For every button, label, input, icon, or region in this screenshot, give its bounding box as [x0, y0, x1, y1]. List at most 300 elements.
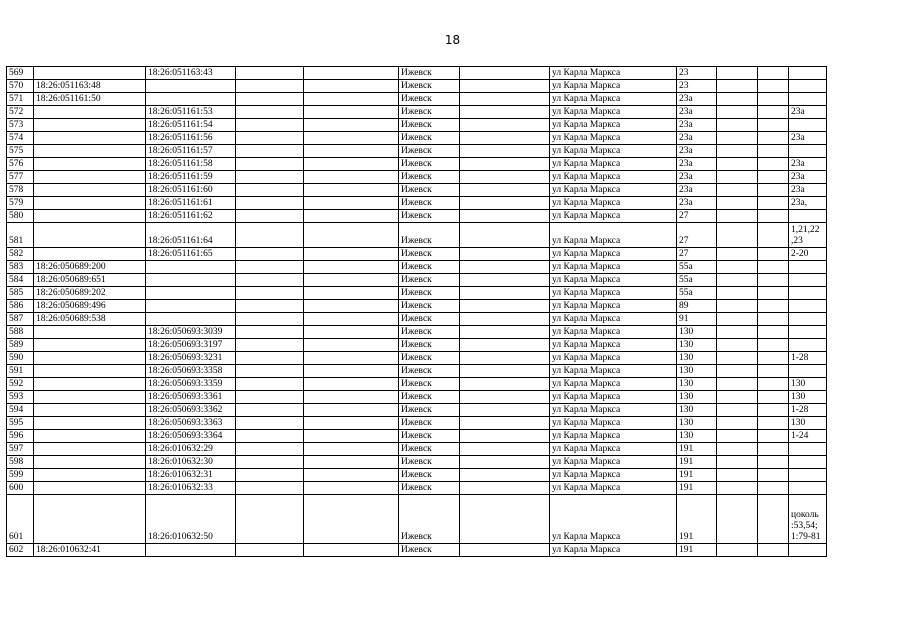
cell-col7-cell [460, 430, 550, 443]
house-number-cell: 89 [677, 300, 717, 313]
cell-col11-cell [758, 339, 789, 352]
cell-col4-cell [236, 391, 304, 404]
city-cell: Ижевск [399, 313, 460, 326]
table-row [7, 132, 827, 145]
cadastral-number-room-cell: 18:26:050693:3231 [146, 352, 236, 365]
cell-col11-cell [758, 210, 789, 223]
row-number-cell: 570 [7, 80, 34, 93]
cadastral-number-room-cell: 18:26:051163:43 [146, 67, 236, 80]
apartment-numbers-cell: 130 [789, 391, 827, 404]
city-cell: Ижевск [399, 339, 460, 352]
street-cell: ул Карла Маркса [550, 106, 677, 119]
apartment-numbers-cell: 1-28 [789, 352, 827, 365]
cell-col7-cell [460, 378, 550, 391]
cell-col11-cell [758, 365, 789, 378]
house-number-cell: 23а [677, 132, 717, 145]
apartment-numbers-cell [789, 210, 827, 223]
cell-col5-cell [304, 495, 399, 544]
cell-col5-cell [304, 197, 399, 210]
cell-col10-cell [717, 339, 758, 352]
cell-col11-cell [758, 67, 789, 80]
table-row [7, 430, 827, 443]
city-cell: Ижевск [399, 456, 460, 469]
row-number-cell: 590 [7, 352, 34, 365]
cell-col10-cell [717, 197, 758, 210]
cadastral-number-room-cell: 18:26:050693:3362 [146, 404, 236, 417]
row-number-cell: 591 [7, 365, 34, 378]
house-number-cell: 55а [677, 261, 717, 274]
cell-col5-cell [304, 326, 399, 339]
cell-col11-cell [758, 287, 789, 300]
table-row [7, 145, 827, 158]
cadastral-number-room-cell [146, 261, 236, 274]
cadastral-number-room-cell: 18:26:050693:3359 [146, 378, 236, 391]
street-cell: ул Карла Маркса [550, 145, 677, 158]
cell-col4-cell [236, 145, 304, 158]
cell-col7-cell [460, 248, 550, 261]
cadastral-number-parcel-cell [34, 145, 146, 158]
cell-col4-cell [236, 210, 304, 223]
house-number-cell: 27 [677, 210, 717, 223]
row-number-cell: 575 [7, 145, 34, 158]
city-cell: Ижевск [399, 145, 460, 158]
city-cell: Ижевск [399, 223, 460, 248]
street-cell: ул Карла Маркса [550, 223, 677, 248]
apartment-numbers-cell [789, 469, 827, 482]
cell-col4-cell [236, 352, 304, 365]
street-cell: ул Карла Маркса [550, 469, 677, 482]
cell-col5-cell [304, 171, 399, 184]
cadastral-number-room-cell [146, 80, 236, 93]
city-cell: Ижевск [399, 287, 460, 300]
city-cell: Ижевск [399, 184, 460, 197]
cell-col10-cell [717, 443, 758, 456]
cadastral-number-room-cell: 18:26:050693:3039 [146, 326, 236, 339]
street-cell: ул Карла Маркса [550, 197, 677, 210]
street-cell: ул Карла Маркса [550, 495, 677, 544]
row-number-cell: 596 [7, 430, 34, 443]
apartment-numbers-cell [789, 145, 827, 158]
cell-col11-cell [758, 106, 789, 119]
house-number-cell: 23а [677, 93, 717, 106]
cell-col7-cell [460, 145, 550, 158]
cell-col7-cell [460, 223, 550, 248]
cell-col7-cell [460, 495, 550, 544]
apartment-numbers-cell [789, 261, 827, 274]
apartment-numbers-cell [789, 93, 827, 106]
cell-col7-cell [460, 210, 550, 223]
cell-col5-cell [304, 417, 399, 430]
cell-col4-cell [236, 93, 304, 106]
street-cell: ул Карла Маркса [550, 287, 677, 300]
cadastral-number-parcel-cell: 18:26:050689:202 [34, 287, 146, 300]
page-number: 18 [444, 33, 461, 47]
row-number-cell: 569 [7, 67, 34, 80]
cadastral-number-room-cell: 18:26:051161:65 [146, 248, 236, 261]
apartment-numbers-cell: 1,21,22 ,23 [789, 223, 827, 248]
cadastral-number-parcel-cell [34, 352, 146, 365]
cell-col7-cell [460, 339, 550, 352]
cadastral-number-parcel-cell [34, 197, 146, 210]
street-cell: ул Карла Маркса [550, 482, 677, 495]
cadastral-number-room-cell: 18:26:051161:59 [146, 171, 236, 184]
cell-col7-cell [460, 93, 550, 106]
table-row [7, 391, 827, 404]
cell-col10-cell [717, 132, 758, 145]
row-number-cell: 595 [7, 417, 34, 430]
row-number-cell: 572 [7, 106, 34, 119]
street-cell: ул Карла Маркса [550, 274, 677, 287]
cell-col5-cell [304, 184, 399, 197]
street-cell: ул Карла Маркса [550, 300, 677, 313]
house-number-cell: 23 [677, 67, 717, 80]
house-number-cell: 191 [677, 482, 717, 495]
street-cell: ул Карла Маркса [550, 248, 677, 261]
table-row [7, 495, 827, 544]
cell-col10-cell [717, 210, 758, 223]
cell-col4-cell [236, 184, 304, 197]
row-number-cell: 580 [7, 210, 34, 223]
city-cell: Ижевск [399, 158, 460, 171]
cell-col11-cell [758, 171, 789, 184]
street-cell: ул Карла Маркса [550, 80, 677, 93]
row-number-cell: 585 [7, 287, 34, 300]
cell-col5-cell [304, 378, 399, 391]
cell-col7-cell [460, 456, 550, 469]
city-cell: Ижевск [399, 210, 460, 223]
cadastral-number-room-cell [146, 544, 236, 557]
cell-col5-cell [304, 106, 399, 119]
city-cell: Ижевск [399, 443, 460, 456]
street-cell: ул Карла Маркса [550, 261, 677, 274]
apartment-numbers-cell [789, 67, 827, 80]
cadastral-number-parcel-cell [34, 326, 146, 339]
table-row [7, 184, 827, 197]
cell-col5-cell [304, 443, 399, 456]
cadastral-number-parcel-cell [34, 495, 146, 544]
cell-col7-cell [460, 352, 550, 365]
city-cell: Ижевск [399, 417, 460, 430]
house-number-cell: 130 [677, 391, 717, 404]
row-number-cell: 577 [7, 171, 34, 184]
cell-col11-cell [758, 326, 789, 339]
row-number-cell: 601 [7, 495, 34, 544]
cell-col11-cell [758, 274, 789, 287]
cell-col4-cell [236, 326, 304, 339]
table-row [7, 287, 827, 300]
table-row [7, 93, 827, 106]
cell-col5-cell [304, 391, 399, 404]
cell-col7-cell [460, 404, 550, 417]
cell-col10-cell [717, 261, 758, 274]
street-cell: ул Карла Маркса [550, 132, 677, 145]
street-cell: ул Карла Маркса [550, 378, 677, 391]
cell-col10-cell [717, 378, 758, 391]
cell-col7-cell [460, 482, 550, 495]
house-number-cell: 23а [677, 106, 717, 119]
cell-col11-cell [758, 261, 789, 274]
cell-col5-cell [304, 287, 399, 300]
table-row [7, 313, 827, 326]
row-number-cell: 594 [7, 404, 34, 417]
cell-col7-cell [460, 287, 550, 300]
cell-col5-cell [304, 93, 399, 106]
cadastral-number-room-cell: 18:26:010632:30 [146, 456, 236, 469]
cadastral-number-room-cell: 18:26:051161:56 [146, 132, 236, 145]
cell-col7-cell [460, 300, 550, 313]
cell-col5-cell [304, 274, 399, 287]
cell-col4-cell [236, 106, 304, 119]
table-row [7, 248, 827, 261]
cell-col10-cell [717, 93, 758, 106]
house-number-cell: 23а [677, 184, 717, 197]
cell-col7-cell [460, 261, 550, 274]
cell-col5-cell [304, 223, 399, 248]
street-cell: ул Карла Маркса [550, 391, 677, 404]
city-cell: Ижевск [399, 352, 460, 365]
cell-col7-cell [460, 106, 550, 119]
cell-col4-cell [236, 119, 304, 132]
cadastral-number-parcel-cell: 18:26:050689:200 [34, 261, 146, 274]
street-cell: ул Карла Маркса [550, 352, 677, 365]
cadastral-number-parcel-cell: 18:26:050689:538 [34, 313, 146, 326]
cell-col10-cell [717, 313, 758, 326]
city-cell: Ижевск [399, 378, 460, 391]
house-number-cell: 130 [677, 430, 717, 443]
city-cell: Ижевск [399, 197, 460, 210]
cell-col10-cell [717, 391, 758, 404]
cadastral-number-parcel-cell [34, 158, 146, 171]
house-number-cell: 191 [677, 544, 717, 557]
cadastral-number-room-cell: 18:26:051161:60 [146, 184, 236, 197]
city-cell: Ижевск [399, 544, 460, 557]
city-cell: Ижевск [399, 119, 460, 132]
cell-col5-cell [304, 352, 399, 365]
street-cell: ул Карла Маркса [550, 404, 677, 417]
table-row [7, 443, 827, 456]
cell-col4-cell [236, 313, 304, 326]
cell-col7-cell [460, 80, 550, 93]
cell-col10-cell [717, 482, 758, 495]
apartment-numbers-cell [789, 326, 827, 339]
cell-col10-cell [717, 67, 758, 80]
city-cell: Ижевск [399, 469, 460, 482]
cell-col5-cell [304, 119, 399, 132]
table-row [7, 482, 827, 495]
cadastral-number-parcel-cell: 18:26:050689:496 [34, 300, 146, 313]
cadastral-number-room-cell [146, 93, 236, 106]
city-cell: Ижевск [399, 300, 460, 313]
cell-col4-cell [236, 378, 304, 391]
register-table [6, 66, 827, 557]
table-row [7, 261, 827, 274]
apartment-numbers-cell [789, 456, 827, 469]
row-number-cell: 586 [7, 300, 34, 313]
apartment-numbers-cell [789, 300, 827, 313]
cadastral-number-room-cell: 18:26:050693:3361 [146, 391, 236, 404]
city-cell: Ижевск [399, 391, 460, 404]
house-number-cell: 27 [677, 248, 717, 261]
cell-col11-cell [758, 469, 789, 482]
cell-col7-cell [460, 274, 550, 287]
cell-col11-cell [758, 300, 789, 313]
cadastral-number-parcel-cell [34, 339, 146, 352]
cell-col10-cell [717, 495, 758, 544]
row-number-cell: 597 [7, 443, 34, 456]
row-number-cell: 583 [7, 261, 34, 274]
row-number-cell: 578 [7, 184, 34, 197]
table-row [7, 119, 827, 132]
cell-col5-cell [304, 67, 399, 80]
cell-col4-cell [236, 80, 304, 93]
cell-col10-cell [717, 145, 758, 158]
street-cell: ул Карла Маркса [550, 313, 677, 326]
row-number-cell: 579 [7, 197, 34, 210]
cell-col4-cell [236, 544, 304, 557]
row-number-cell: 581 [7, 223, 34, 248]
cadastral-number-room-cell: 18:26:051161:53 [146, 106, 236, 119]
cell-col10-cell [717, 469, 758, 482]
city-cell: Ижевск [399, 93, 460, 106]
cadastral-number-parcel-cell [34, 365, 146, 378]
cell-col4-cell [236, 365, 304, 378]
cadastral-number-parcel-cell [34, 456, 146, 469]
cell-col11-cell [758, 93, 789, 106]
house-number-cell: 23а [677, 158, 717, 171]
cell-col4-cell [236, 261, 304, 274]
cadastral-number-room-cell [146, 274, 236, 287]
cadastral-number-parcel-cell [34, 132, 146, 145]
row-number-cell: 600 [7, 482, 34, 495]
cadastral-number-room-cell: 18:26:010632:29 [146, 443, 236, 456]
cadastral-number-room-cell: 18:26:010632:50 [146, 495, 236, 544]
row-number-cell: 602 [7, 544, 34, 557]
apartment-numbers-cell: 23а, [789, 197, 827, 210]
cell-col7-cell [460, 544, 550, 557]
cell-col5-cell [304, 365, 399, 378]
cell-col4-cell [236, 417, 304, 430]
row-number-cell: 571 [7, 93, 34, 106]
cell-col5-cell [304, 158, 399, 171]
cadastral-number-parcel-cell [34, 248, 146, 261]
street-cell: ул Карла Маркса [550, 456, 677, 469]
cell-col10-cell [717, 430, 758, 443]
row-number-cell: 573 [7, 119, 34, 132]
cell-col4-cell [236, 456, 304, 469]
register-table-body [7, 67, 827, 557]
cadastral-number-room-cell: 18:26:010632:33 [146, 482, 236, 495]
cell-col7-cell [460, 158, 550, 171]
street-cell: ул Карла Маркса [550, 430, 677, 443]
cadastral-number-parcel-cell [34, 417, 146, 430]
cell-col7-cell [460, 184, 550, 197]
apartment-numbers-cell [789, 482, 827, 495]
city-cell: Ижевск [399, 80, 460, 93]
cell-col7-cell [460, 119, 550, 132]
cadastral-number-parcel-cell [34, 106, 146, 119]
city-cell: Ижевск [399, 430, 460, 443]
street-cell: ул Карла Маркса [550, 326, 677, 339]
cell-col11-cell [758, 352, 789, 365]
house-number-cell: 130 [677, 404, 717, 417]
city-cell: Ижевск [399, 274, 460, 287]
cadastral-number-parcel-cell [34, 210, 146, 223]
city-cell: Ижевск [399, 132, 460, 145]
cell-col11-cell [758, 456, 789, 469]
cell-col7-cell [460, 171, 550, 184]
apartment-numbers-cell: 23а [789, 158, 827, 171]
street-cell: ул Карла Маркса [550, 365, 677, 378]
cadastral-number-parcel-cell: 18:26:051163:48 [34, 80, 146, 93]
apartment-numbers-cell: 23а [789, 171, 827, 184]
street-cell: ул Карла Маркса [550, 67, 677, 80]
row-number-cell: 598 [7, 456, 34, 469]
table-row [7, 210, 827, 223]
cell-col10-cell [717, 171, 758, 184]
city-cell: Ижевск [399, 404, 460, 417]
apartment-numbers-cell [789, 80, 827, 93]
cell-col5-cell [304, 339, 399, 352]
city-cell: Ижевск [399, 261, 460, 274]
cadastral-number-parcel-cell [34, 391, 146, 404]
cadastral-number-parcel-cell [34, 404, 146, 417]
house-number-cell: 130 [677, 352, 717, 365]
cadastral-number-parcel-cell [34, 469, 146, 482]
row-number-cell: 584 [7, 274, 34, 287]
cell-col4-cell [236, 171, 304, 184]
apartment-numbers-cell: 130 [789, 417, 827, 430]
cell-col11-cell [758, 80, 789, 93]
cell-col7-cell [460, 67, 550, 80]
house-number-cell: 55а [677, 274, 717, 287]
cell-col11-cell [758, 223, 789, 248]
row-number-cell: 576 [7, 158, 34, 171]
cell-col5-cell [304, 469, 399, 482]
cell-col11-cell [758, 495, 789, 544]
cadastral-number-room-cell: 18:26:010632:31 [146, 469, 236, 482]
city-cell: Ижевск [399, 67, 460, 80]
cell-col7-cell [460, 469, 550, 482]
cadastral-number-parcel-cell: 18:26:050689:651 [34, 274, 146, 287]
table-row [7, 300, 827, 313]
cadastral-number-room-cell: 18:26:051161:54 [146, 119, 236, 132]
cell-col4-cell [236, 300, 304, 313]
cell-col5-cell [304, 404, 399, 417]
apartment-numbers-cell [789, 544, 827, 557]
apartment-numbers-cell: 1-24 [789, 430, 827, 443]
street-cell: ул Карла Маркса [550, 417, 677, 430]
cell-col10-cell [717, 326, 758, 339]
cadastral-number-parcel-cell: 18:26:010632:41 [34, 544, 146, 557]
cell-col5-cell [304, 300, 399, 313]
street-cell: ул Карла Маркса [550, 184, 677, 197]
cadastral-number-room-cell: 18:26:050693:3358 [146, 365, 236, 378]
cell-col4-cell [236, 197, 304, 210]
street-cell: ул Карла Маркса [550, 544, 677, 557]
cell-col4-cell [236, 287, 304, 300]
table-row [7, 171, 827, 184]
cadastral-number-parcel-cell [34, 119, 146, 132]
table-row [7, 80, 827, 93]
cadastral-number-room-cell [146, 300, 236, 313]
table-row [7, 544, 827, 557]
table-row [7, 274, 827, 287]
row-number-cell: 582 [7, 248, 34, 261]
cell-col10-cell [717, 404, 758, 417]
cadastral-number-room-cell: 18:26:051161:62 [146, 210, 236, 223]
cell-col7-cell [460, 132, 550, 145]
cell-col10-cell [717, 274, 758, 287]
